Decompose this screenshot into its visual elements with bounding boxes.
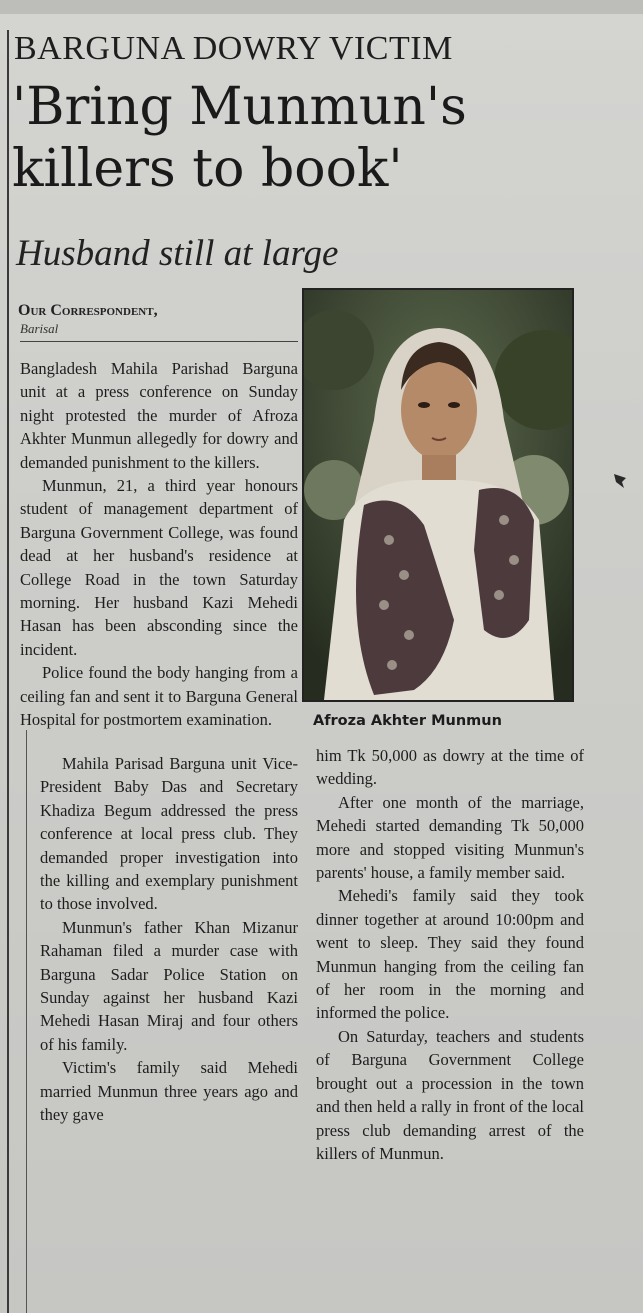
- paragraph: On Saturday, teachers and students of Barguna Government College brought out a procession in the town and then held a rally in front of the local press club demanding arrest of the killers of Munmun.: [316, 1026, 584, 1163]
- body-column-2: [316, 744, 584, 1165]
- body-column-1-lower: [40, 752, 298, 1127]
- paragraph: Mehedi's family said they took dinner together at around 10:00pm and went to sleep. They said they found Munmun hanging from the ceiling fan of her room in the morning and informed the police.: [316, 886, 584, 1023]
- previous-article-strip: [0, 0, 643, 14]
- column-rule: [7, 30, 9, 1313]
- subheadline: Husband still at large: [16, 233, 339, 274]
- headline-line-1: 'Bring Munmun's: [12, 77, 467, 137]
- paragraph: Munmun's father Khan Mizanur Rahaman filed a murder case with Barguna Sadar Police Station on Sunday against her husband Kazi Mehedi Hasan Miraj and four others of his family.: [40, 917, 298, 1054]
- paragraph: him Tk 50,000 as dowry at the time of wedding.: [316, 746, 584, 789]
- paragraph: After one month of the marriage, Mehedi started demanding Tk 50,000 more and stopped visiting Munmun's parents' house, a family member said.: [316, 792, 584, 883]
- portrait-illustration: [304, 290, 572, 700]
- portrait-photo: [302, 288, 574, 702]
- kicker: BARGUNA DOWRY VICTIM: [14, 30, 453, 67]
- paragraph: Munmun, 21, a third year honours student of management department of Barguna Government College, was found dead at her husband's residence at College Road in the town Saturday morning. Her husband Kazi Mehedi Hasan has been absconding since the incident.: [20, 476, 298, 659]
- adjacent-column-rule: [26, 730, 27, 1313]
- paragraph: Mahila Parisad Barguna unit Vice-President Baby Das and Secretary Khadiza Begum addressed the press conference at local press club. They demanded proper investigation into the killing and exemplary punishment to those involved.: [40, 754, 298, 914]
- photo-caption: Afroza Akhter Munmun: [313, 713, 502, 729]
- byline: Our Correspondent,: [18, 302, 158, 319]
- body-column-1: [20, 357, 298, 732]
- paper-mark-icon: [610, 470, 630, 490]
- paragraph: Bangladesh Mahila Parishad Barguna unit at a press conference on Sunday night protested the murder of Afroza Akhter Munmun allegedly for dowry and demanded punishment to the killers.: [20, 359, 298, 472]
- dateline: Barisal: [20, 321, 298, 342]
- headline-line-2: killers to book': [12, 139, 403, 199]
- headline: [12, 76, 632, 200]
- paragraph: Victim's family said Mehedi married Munmun three years ago and they gave: [40, 1058, 298, 1125]
- paragraph: Police found the body hanging from a ceiling fan and sent it to Barguna General Hospital for postmortem examination.: [20, 663, 298, 730]
